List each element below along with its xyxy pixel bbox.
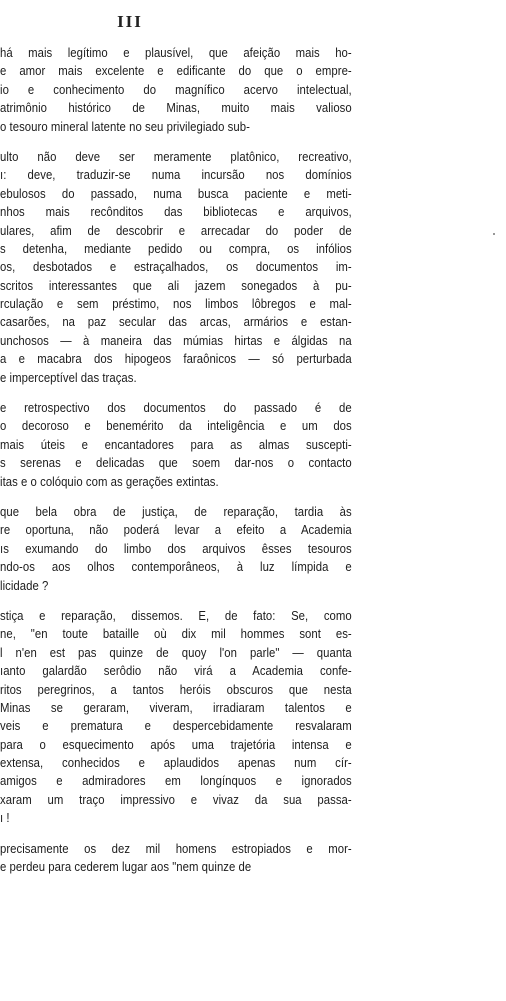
text-line: s detenha, mediante pedido ou compra, os infólios bbox=[0, 240, 352, 256]
paragraph bbox=[0, 148, 352, 387]
text-line: re oportuna, não poderá levar a efeito a Academia bbox=[0, 522, 352, 538]
text-line: itas e o colóquio com as gerações extintas. bbox=[0, 473, 219, 489]
text-line: rculação e sem préstimo, nos limbos lôbregos e mal- bbox=[0, 296, 352, 312]
text-line: o decoroso e benemérito da inteligência e um dos bbox=[0, 418, 352, 434]
text-line: ı ! bbox=[0, 810, 10, 826]
text-line: ritos peregrinos, a tantos heróis obscuros que nesta bbox=[0, 681, 352, 697]
text-line: l n'en est pas quinze de quoy l'on parle" — quanta bbox=[0, 644, 352, 660]
text-line: Minas se geraram, viveram, irradiaram talentos e bbox=[0, 699, 352, 715]
text-line: há mais legítimo e plausível, que afeição mais ho- bbox=[0, 45, 352, 60]
text-line: nhos mais recônditos das bibliotecas e arquivos, bbox=[0, 204, 352, 220]
text-line: ıanto galardão serôdio não virá a Academia confe- bbox=[0, 663, 352, 679]
text-line: que bela obra de justiça, de reparação, tardia às bbox=[0, 503, 352, 519]
text-line: ulto não deve ser meramente platônico, recreativo, bbox=[0, 148, 352, 164]
text-line: ıs exumando do limbo dos arquivos êsses tesouros bbox=[0, 540, 352, 556]
text-line: mais úteis e encantadores para as almas suscepti- bbox=[0, 436, 352, 452]
paragraph bbox=[0, 840, 352, 877]
print-speck bbox=[493, 233, 495, 235]
page-number: III bbox=[117, 12, 143, 31]
text-line: io e conhecimento do magnífico acervo intelectual, bbox=[0, 81, 352, 97]
text-line: ne, "en toute bataille où dix mil hommes sont es- bbox=[0, 626, 352, 642]
text-line: e amor mais excelente e edificante do que o empre- bbox=[0, 63, 352, 79]
text-line: ı: deve, traduzir-se numa incursão nos domínios bbox=[0, 167, 352, 183]
paragraph bbox=[0, 399, 352, 491]
text-line: precisamente os dez mil homens estropiados e mor- bbox=[0, 840, 352, 856]
body-text bbox=[0, 44, 352, 876]
paragraph bbox=[0, 503, 352, 595]
text-line: amigos e admiradores em longínquos e ignorados bbox=[0, 773, 352, 789]
text-line: e imperceptível das traças. bbox=[0, 369, 137, 385]
text-line: a e macabra dos hipogeos faraônicos — só perturbada bbox=[0, 351, 352, 367]
text-line: atrimônio histórico de Minas, muito mais valioso bbox=[0, 100, 352, 116]
text-line: scritos interessantes que ali jazem sonegados à pu- bbox=[0, 277, 352, 293]
text-line: xaram um traço impressivo e vivaz da sua passa- bbox=[0, 791, 352, 807]
text-line: ulares, afim de descobrir e arrecadar do poder de bbox=[0, 222, 352, 238]
text-line: licidade ? bbox=[0, 577, 49, 593]
text-line: para o esquecimento após uma trajetória intensa e bbox=[0, 736, 352, 752]
text-line: extensa, conhecidos e aplaudidos apenas num cír- bbox=[0, 755, 352, 771]
text-line: stiça e reparação, dissemos. E, de fato: Se, como bbox=[0, 607, 352, 623]
text-line: ndo-os aos olhos contemporâneos, à luz límpida e bbox=[0, 559, 352, 575]
text-line: ebulosos do passado, numa busca paciente e meti- bbox=[0, 185, 352, 201]
text-line: o tesouro mineral latente no seu privilegiado sub- bbox=[0, 118, 250, 134]
text-line: casarões, na paz secular das arcas, armários e estan- bbox=[0, 314, 352, 330]
paragraph bbox=[0, 44, 352, 136]
text-line: unchosos — à maneira das múmias hirtas e álgidas na bbox=[0, 332, 352, 348]
text-line: e retrospectivo dos documentos do passado é de bbox=[0, 400, 352, 416]
paragraph bbox=[0, 607, 352, 828]
text-line: e perdeu para cederem lugar aos "nem quinze de bbox=[0, 859, 252, 875]
text-line: veis e prematura e despercebidamente resvalaram bbox=[0, 718, 352, 734]
text-line: os, desbotados e estraçalhados, os documentos im- bbox=[0, 259, 352, 275]
text-line: s serenas e delicadas que soem dar-nos o contacto bbox=[0, 455, 352, 471]
